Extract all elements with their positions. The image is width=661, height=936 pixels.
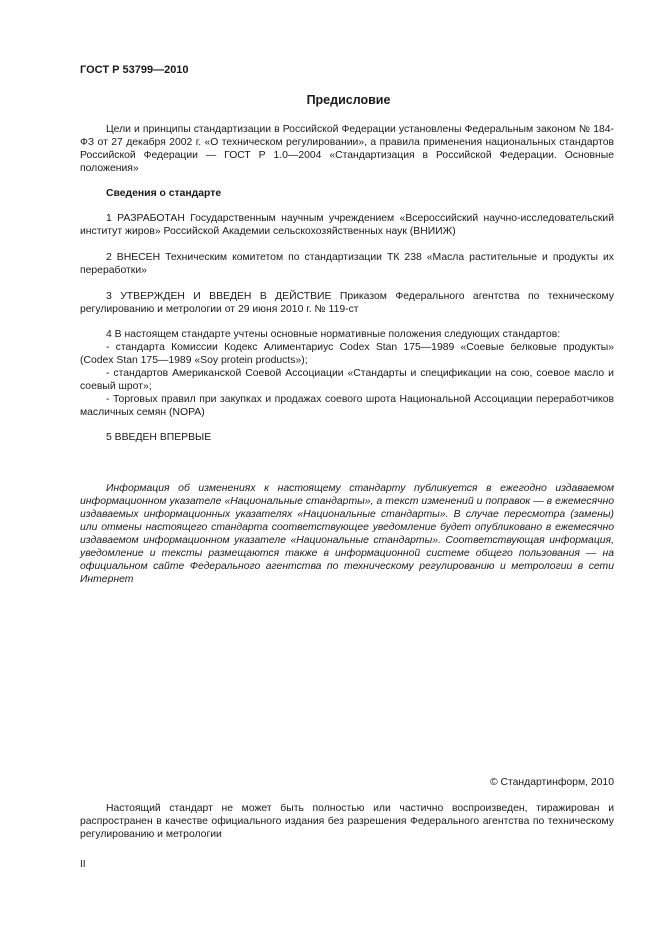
page-title: Предисловие [306, 93, 391, 107]
item-5 [80, 431, 614, 444]
notice-text: Информация об изменениях к настоящему стандарту публикуется в ежегодно издаваемом информационном указателе «Национальные стандарты», а текст изменений и поправок — в ежемесячно издаваемых информационных указателях «Национальные стандарты». В случае пересмотра (замены) или отмены настоящего стандарта соответствующее уведомление будет опубликовано в ежемесячно издаваемом информационном указателе «Национальные стандарты». Соответствующая информация, уведомление и тексты размещаются также в информационной системе общего пользования — на официальном сайте Федерального агентства по техническому регулированию и метрологии в сети Интернет [80, 483, 614, 585]
item-4-bullet-codex: - стандарта Комиссии Кодекс Алиментариус Codex Stan 175—1989 «Соевые белковые продукты» (Codex Stan 175—1989 «Soy protein products»); [80, 342, 614, 366]
item-4-intro: 4 В настоящем стандарте учтены основные нормативные положения следующих стандартов: [106, 329, 561, 340]
item-5-text: 5 ВВЕДЕН ВПЕРВЫЕ [106, 432, 212, 443]
reproduction-text: Настоящий стандарт не может быть полностью или частично воспроизведен, тиражирован и распространен в качестве официального издания без разрешения Федерального агентства по техническому регулированию и метрологии [80, 803, 614, 840]
item-4-bullet-asa: - стандартов Американской Соевой Ассоциации «Стандарты и спецификации на сою, соевое масло и соевый шрот»; [80, 368, 614, 392]
intro-paragraph [80, 123, 614, 175]
item-3-text: 3 УТВЕРЖДЕН И ВВЕДЕН В ДЕЙСТВИЕ Приказом Федерального агентства по техническому регулированию и метрологии от 29 июня 2010 г. № 119-ст [80, 291, 614, 315]
item-4 [80, 328, 614, 419]
item-3 [80, 290, 614, 316]
notice-paragraph [80, 482, 614, 586]
item-4-bullet-nopa: - Торговых правил при закупках и продажах соевого шрота Национальной Ассоциации переработчиков масличных семян (NOPA) [80, 394, 614, 418]
item-2 [80, 251, 614, 277]
item-1 [80, 212, 614, 238]
page-number: II [80, 859, 86, 870]
reproduction-paragraph [80, 802, 614, 841]
document-id: ГОСТ Р 53799—2010 [80, 64, 189, 76]
copyright: © Стандартинформ, 2010 [489, 777, 614, 788]
intro-text: Цели и принципы стандартизации в Российской Федерации установлены Федеральным законом № 184-ФЗ от 27 декабря 2002 г. «О техническом регулировании», а правила применения национальных стандартов Российской Федерации — ГОСТ Р 1.0—2004 «Стандартизация в Российской Федерации. Основные положения» [80, 124, 614, 174]
item-2-text: 2 ВНЕСЕН Техническим комитетом по стандартизации ТК 238 «Масла растительные и продукты их переработки» [80, 252, 614, 276]
info-heading: Сведения о стандарте [106, 188, 222, 199]
item-1-text: 1 РАЗРАБОТАН Государственным научным учреждением «Всероссийский научно-исследовательский институт жиров» Российской Академии сельскохозяйственных наук (ВНИИЖ) [80, 213, 614, 237]
